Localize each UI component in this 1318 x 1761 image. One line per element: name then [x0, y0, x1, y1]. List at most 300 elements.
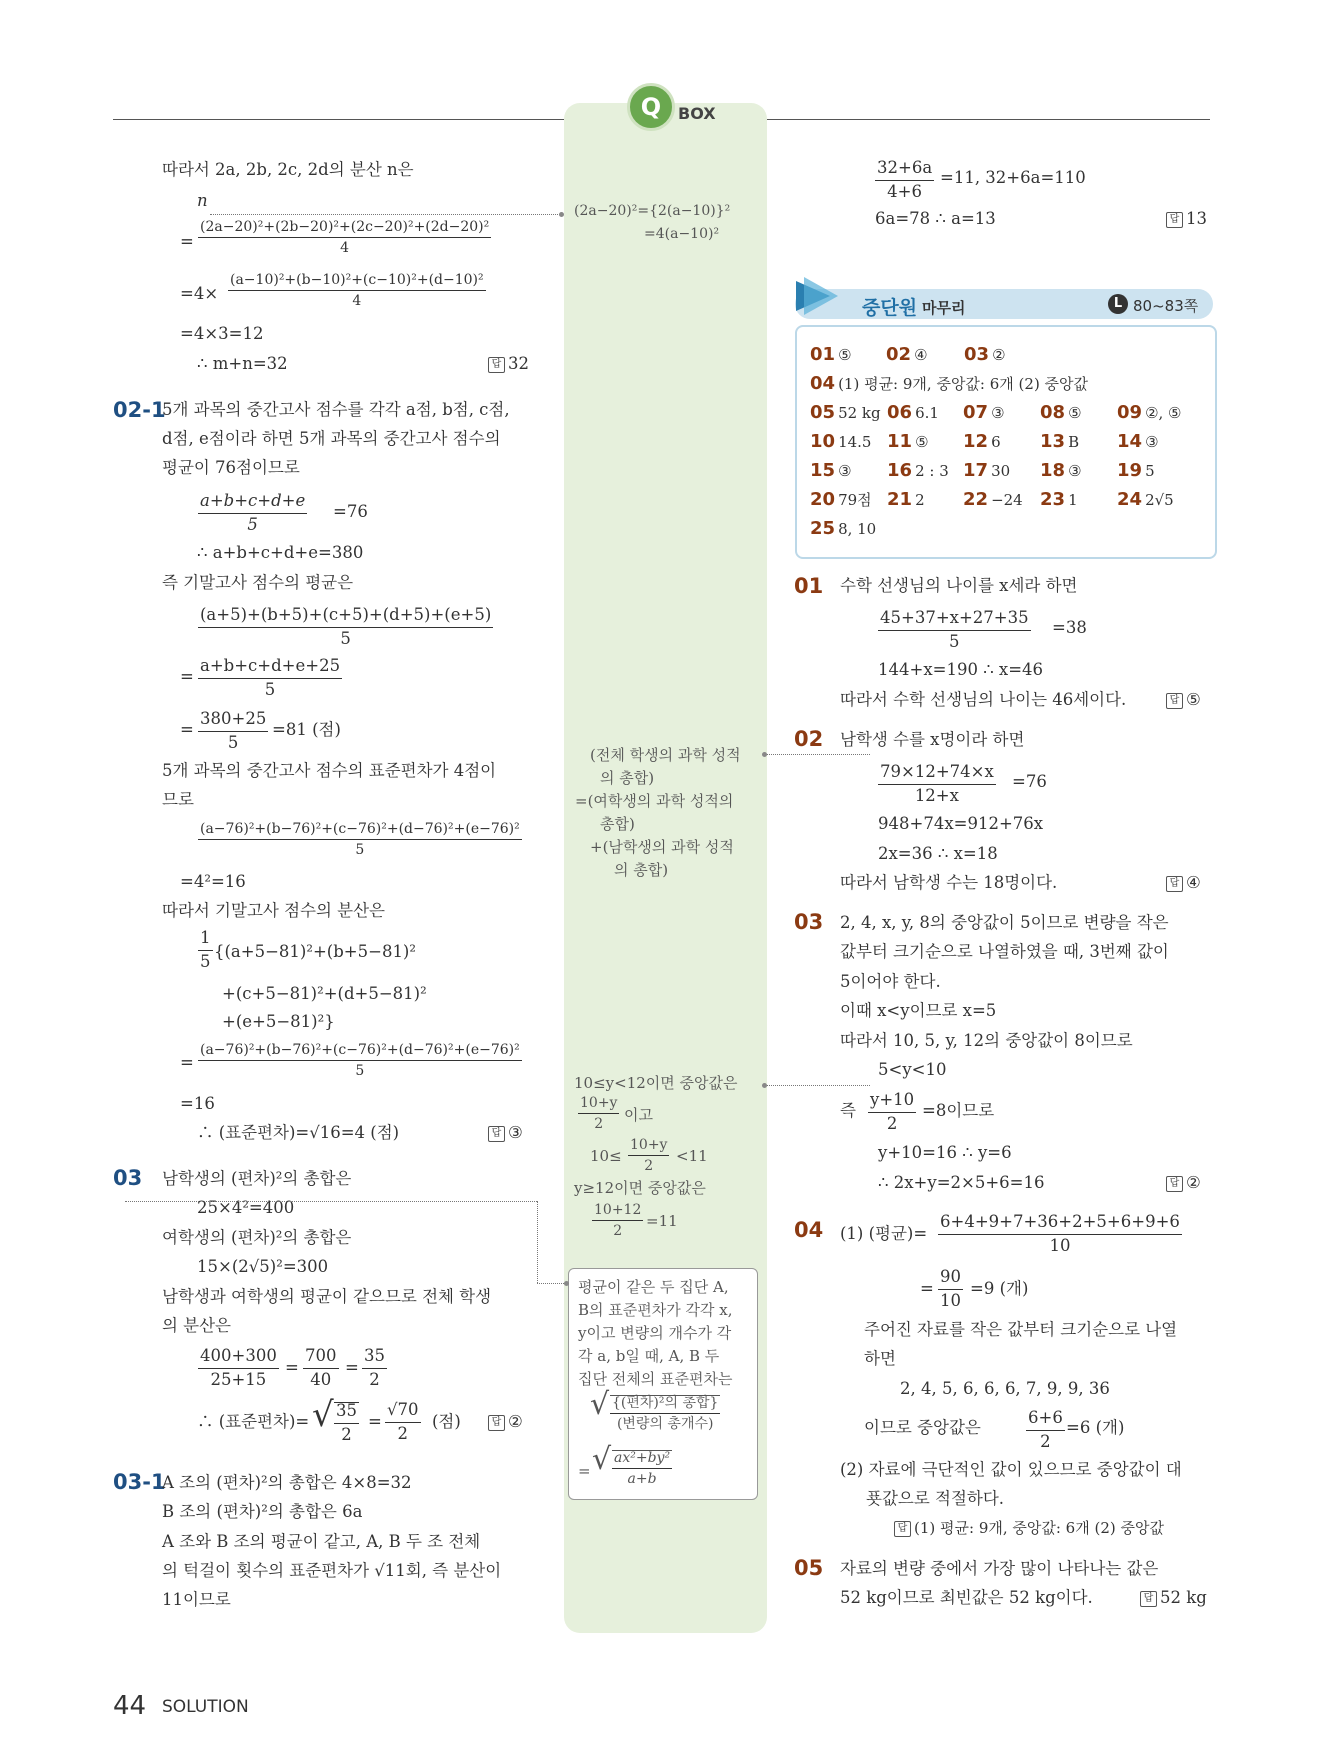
- fraction: [612, 1450, 672, 1486]
- text-line: 6a=78 ∴ a=13: [875, 209, 996, 228]
- note-line: =4(a−10)²: [644, 226, 720, 242]
- sqrt-symbol: √: [590, 1387, 610, 1422]
- text-line: ∴ a+b+c+d+e=380: [197, 543, 364, 562]
- answer-key-value: ③: [838, 462, 852, 480]
- answer-key-value: 2√5: [1145, 491, 1174, 509]
- answer-key-item: [963, 431, 1001, 452]
- page-number: 44: [113, 1691, 147, 1721]
- answer-key-value: ③: [1068, 462, 1082, 480]
- text-line: 남학생의 (편차)²의 총합은: [162, 1169, 352, 1188]
- problem-number: 05: [794, 1556, 824, 1580]
- fraction: [385, 1402, 421, 1442]
- denominator: 40: [310, 1369, 332, 1389]
- text-line: =76: [333, 502, 368, 521]
- denominator: 5: [200, 951, 211, 971]
- text-line: 11이므로: [162, 1590, 231, 1609]
- denominator: 4: [340, 240, 350, 256]
- text-line: =4×3=12: [180, 324, 264, 343]
- text-line: 따라서 기말고사 점수의 분산은: [162, 901, 385, 920]
- section-subtitle: 마무리: [922, 299, 966, 317]
- q-box-label: BOX: [678, 104, 716, 123]
- denominator: 5: [355, 1063, 365, 1079]
- fraction: [228, 273, 486, 308]
- answer-key-item: [810, 489, 872, 510]
- note-line: (2a−20)²={2(a−10)}²: [574, 203, 731, 219]
- numerator: (a−76)²+(b−76)²+(c−76)²+(d−76)²+(e−76)²: [198, 822, 522, 840]
- numerator: 79×12+74×x: [878, 764, 996, 785]
- problem-number: 03-1: [113, 1470, 166, 1494]
- numerator: a+b+c+d+e: [198, 493, 307, 514]
- text-line: (1) (평균)=: [840, 1224, 928, 1243]
- text-line: 이므로 중앙값은: [864, 1418, 981, 1437]
- numerator: √70: [385, 1402, 421, 1423]
- answer-key-number: 06: [887, 402, 913, 423]
- fraction: [198, 658, 342, 698]
- answer-key-value: (1) 평균: 9개, 중앙값: 6개 (2) 중앙값: [838, 375, 1089, 393]
- answer-value: 32: [508, 354, 529, 373]
- note-line: (전체 학생의 과학 성적: [590, 746, 741, 764]
- answer-mark-icon: 답: [1166, 876, 1183, 892]
- numerator: 700: [303, 1348, 339, 1369]
- text-line: 144+x=190 ∴ x=46: [878, 660, 1044, 679]
- denominator: 4: [352, 293, 362, 309]
- numerator: (a−76)²+(b−76)²+(c−76)²+(d−76)²+(e−76)²: [198, 1043, 522, 1061]
- answer-key-number: 19: [1117, 460, 1143, 481]
- text-line: B 조의 (편차)²의 총합은 6a: [162, 1502, 363, 1521]
- answer-key-number: 17: [963, 460, 989, 481]
- denominator: 2: [369, 1369, 380, 1389]
- answer: [1166, 1175, 1201, 1192]
- problem-number: 03: [113, 1166, 143, 1190]
- text-line: 남학생과 여학생의 평균이 같으므로 전체 학생: [162, 1287, 492, 1306]
- answer-key-item: [810, 402, 881, 423]
- answer-key-number: 09: [1117, 402, 1143, 423]
- answer-key-item: [810, 344, 852, 365]
- text-line: 평균이 76점이므로: [162, 458, 300, 477]
- denominator: 12+x: [914, 785, 959, 805]
- text-line: 의 분산은: [162, 1316, 232, 1335]
- note-line: =: [578, 1462, 591, 1480]
- fraction: [198, 711, 268, 751]
- answer-key-item: [1117, 460, 1155, 481]
- answer-key-value: ③: [1145, 433, 1159, 451]
- answer-value: 13: [1186, 209, 1207, 228]
- fraction: [362, 1348, 387, 1388]
- answer-key-item: [1117, 489, 1174, 510]
- answer-key-number: 25: [810, 518, 836, 539]
- text-line: =8이므로: [922, 1101, 995, 1120]
- note-line: 이고: [624, 1106, 653, 1124]
- answer-key-value: B: [1068, 433, 1080, 451]
- denominator: 5: [949, 631, 960, 651]
- fraction: [1026, 1410, 1065, 1450]
- text-line: 따라서 수학 선생님의 나이는 46세이다.: [840, 690, 1127, 709]
- note-line: =(여학생의 과학 성적의: [575, 792, 734, 810]
- leader-dot: [564, 1281, 569, 1286]
- fraction: [578, 1096, 619, 1131]
- text-line: A 조와 B 조의 평균이 같고, A, B 두 조 전체: [162, 1532, 481, 1551]
- fraction: [878, 610, 1031, 650]
- text-line: 따라서 2a, 2b, 2c, 2d의 분산 n은: [162, 160, 414, 179]
- note-line: <11: [676, 1147, 708, 1165]
- text-line: y+10=16 ∴ y=6: [878, 1143, 1012, 1162]
- fraction: [868, 1092, 916, 1132]
- answer-key-item: [1117, 431, 1159, 452]
- answer-key-item: [1040, 402, 1082, 423]
- text-line: +(e+5−81)²}: [222, 1012, 335, 1031]
- answer-value: ②: [508, 1412, 523, 1431]
- numerator: (a−10)²+(b−10)²+(c−10)²+(d−10)²: [228, 273, 486, 291]
- answer: [894, 1521, 1164, 1537]
- text-line: =9 (개): [970, 1279, 1029, 1298]
- numerator: 10+y: [578, 1096, 619, 1114]
- note-line: 10≤y<12이면 중앙값은: [574, 1074, 738, 1092]
- note-line: +(남학생의 과학 성적: [590, 838, 734, 856]
- answer: [488, 1125, 523, 1142]
- answer-mark-icon: 답: [1140, 1591, 1157, 1607]
- text-line: =76: [1012, 772, 1047, 791]
- text-line: 여학생의 (편차)²의 총합은: [162, 1228, 352, 1247]
- fraction: [334, 1402, 359, 1443]
- answer-mark-icon: 답: [1166, 1176, 1183, 1192]
- answer-key-value: ②, ⑤: [1145, 404, 1182, 422]
- answer-key-value: 5: [1145, 462, 1155, 480]
- answer-key-value: 8, 10: [838, 520, 877, 538]
- problem-number: 04: [794, 1218, 824, 1242]
- answer-key-value: −24: [991, 491, 1023, 509]
- answer-key-number: 15: [810, 460, 836, 481]
- answer-value: ②: [1186, 1173, 1201, 1192]
- denominator: 2: [594, 1116, 604, 1132]
- answer-key-number: 14: [1117, 431, 1143, 452]
- equals-sign: =: [368, 1412, 382, 1431]
- leader-dot: [762, 752, 767, 757]
- answer-value: ③: [508, 1123, 523, 1142]
- fraction: [938, 1214, 1182, 1254]
- text-line: +(c+5−81)²+(d+5−81)²: [222, 984, 427, 1003]
- leader-line: [765, 754, 870, 755]
- fraction: [198, 220, 491, 255]
- fraction: [592, 1203, 643, 1238]
- answer-key-value: 30: [991, 462, 1011, 480]
- text-line: d점, e점이라 하면 5개 과목의 중간고사 점수의: [162, 429, 501, 448]
- equals-sign: =: [180, 667, 194, 686]
- answer: [1166, 211, 1207, 228]
- denominator: 5: [264, 679, 276, 699]
- answer-key-item: [1040, 431, 1079, 452]
- text-line: 하면: [864, 1349, 896, 1368]
- equals-sign: =: [345, 1358, 359, 1377]
- text-line: 이때 x<y이므로 x=5: [840, 1001, 997, 1020]
- answer-key-value: ⑤: [1068, 404, 1082, 422]
- answer-key-number: 20: [810, 489, 836, 510]
- fraction: [628, 1138, 669, 1173]
- equals-sign: =: [180, 1053, 194, 1072]
- numerator: 6+6: [1026, 1410, 1065, 1431]
- answer-key-number: 11: [887, 431, 913, 452]
- denominator: a+b: [627, 1471, 657, 1487]
- answer-key-item: [810, 431, 871, 452]
- answer-key-number: 13: [1040, 431, 1066, 452]
- answer-value: 52 kg: [1160, 1588, 1207, 1607]
- text-line: 15×(2√5)²=300: [197, 1257, 329, 1276]
- numerator: a+b+c+d+e+25: [198, 658, 342, 679]
- numerator: (2a−20)²+(2b−20)²+(2c−20)²+(2d−20)²: [198, 220, 491, 238]
- answer: [488, 1414, 523, 1431]
- denominator: 2: [886, 1113, 898, 1133]
- text-line: =81 (점): [272, 720, 341, 739]
- answer-mark-icon: 답: [488, 357, 505, 373]
- denominator: 4+6: [887, 181, 922, 201]
- answer-key-item: [964, 344, 1006, 365]
- footer-label: SOLUTION: [162, 1697, 249, 1717]
- answer-mark-icon: 답: [488, 1415, 505, 1431]
- text-line: (2) 자료에 극단적인 값이 있으므로 중앙값이 대: [840, 1460, 1182, 1479]
- problem-number: 03: [794, 910, 824, 934]
- denominator: 5: [355, 842, 365, 858]
- text-line: 2, 4, x, y, 8의 중앙값이 5이므로 변량을 작은: [840, 913, 1169, 932]
- leader-line: [125, 1201, 537, 1202]
- section-title: 중단원: [862, 297, 918, 319]
- text-line: 25×4²=400: [197, 1198, 295, 1217]
- answer-key-number: 01: [810, 344, 836, 365]
- answer-key-value: 79점: [838, 491, 872, 509]
- text-line: (점): [432, 1412, 461, 1431]
- answer-key-number: 02: [886, 344, 912, 365]
- text-line: 주어진 자료를 작은 값부터 크기순으로 나열: [864, 1320, 1178, 1339]
- answer-key-value: 1: [1068, 491, 1078, 509]
- numerator: ax²+by²: [612, 1451, 672, 1469]
- answer-key-item: [1117, 402, 1182, 423]
- answer-key-item: [887, 489, 925, 510]
- answer-key-number: 07: [963, 402, 989, 423]
- text-line: 즉: [840, 1101, 856, 1120]
- fraction: [610, 1395, 720, 1431]
- answer-key-item: [887, 460, 949, 481]
- text-line: A 조의 (편차)²의 총합은 4×8=32: [162, 1473, 412, 1492]
- answer: [1140, 1590, 1207, 1607]
- note-line: 평균이 같은 두 집단 A,: [578, 1278, 729, 1296]
- answer-key-value: 14.5: [838, 433, 872, 451]
- problem-number: 02-1: [113, 398, 166, 422]
- text-line: 따라서 남학생 수는 18명이다.: [840, 873, 1058, 892]
- answer: [488, 356, 529, 373]
- answer-key-item: [1040, 489, 1078, 510]
- note-line: 총합): [600, 815, 635, 833]
- numerator: {(편차)²의 총합}: [610, 1396, 720, 1414]
- denominator: 5: [247, 514, 258, 534]
- note-line: =11: [646, 1212, 678, 1230]
- fraction: [303, 1348, 339, 1388]
- answer-key-number: 08: [1040, 402, 1066, 423]
- answer-key-item: [887, 431, 929, 452]
- answer-key-item: [886, 344, 928, 365]
- answer-key-item: [810, 373, 1088, 394]
- text-line: {(a+5−81)²+(b+5−81)²: [214, 942, 416, 961]
- text-line: 52 kg이므로 최빈값은 52 kg이다.: [840, 1588, 1093, 1607]
- answer-key-value: ②: [992, 346, 1006, 364]
- leader-dot: [762, 1083, 767, 1088]
- sqrt-symbol: √: [592, 1442, 612, 1477]
- denominator: 2: [644, 1158, 654, 1174]
- text-line: =38: [1052, 618, 1087, 637]
- answer-key-number: 12: [963, 431, 989, 452]
- text-line: 값부터 크기순으로 나열하였을 때, 3번째 값이: [840, 942, 1169, 961]
- numerator: 45+37+x+27+35: [878, 610, 1031, 631]
- leader-line: [210, 214, 562, 215]
- text-line: =11, 32+6a=110: [940, 168, 1086, 187]
- text-line: 948+74x=912+76x: [878, 814, 1044, 833]
- fraction: [198, 822, 522, 857]
- equals-sign: =: [180, 720, 194, 739]
- text-line: =6 (개): [1066, 1418, 1125, 1437]
- text-line: 므로: [162, 790, 194, 809]
- text-line: =4×: [180, 284, 219, 303]
- answer: [1166, 875, 1201, 892]
- answer-key-number: 18: [1040, 460, 1066, 481]
- text-line: 의 턱걸이 횟수의 표준편차가 √11회, 즉 분산이: [162, 1561, 502, 1580]
- denominator: 5: [227, 732, 239, 752]
- note-line: B의 표준편차가 각각 x,: [578, 1301, 733, 1319]
- numerator: 35: [362, 1348, 387, 1369]
- fraction: [198, 1043, 522, 1078]
- q-box-icon: Q: [627, 83, 675, 131]
- answer-value: (1) 평균: 9개, 중앙값: 6개 (2) 중앙값: [914, 1519, 1164, 1537]
- numerator: 10+y: [628, 1138, 669, 1156]
- answer: [1166, 692, 1201, 709]
- problem-number: 01: [794, 574, 824, 598]
- numerator: y+10: [868, 1092, 916, 1113]
- answer-key-number: 16: [887, 460, 913, 481]
- numerator: 32+6a: [875, 160, 934, 181]
- text-line: n: [197, 191, 208, 210]
- answer-key-number: 22: [963, 489, 989, 510]
- answer-mark-icon: 답: [894, 1521, 911, 1537]
- numerator: 380+25: [198, 711, 268, 732]
- text-line: ∴ (표준편차)=√16=4 (점): [197, 1123, 400, 1142]
- text-line: 남학생 수를 x명이라 하면: [840, 730, 1025, 749]
- text-line: 5<y<10: [878, 1060, 947, 1079]
- answer-key-number: 03: [964, 344, 990, 365]
- numerator: (a+5)+(b+5)+(c+5)+(d+5)+(e+5): [198, 607, 493, 628]
- section-pages: 80~83쪽: [1133, 297, 1199, 315]
- answer-value: ⑤: [1186, 690, 1201, 709]
- denominator: 2: [1040, 1431, 1051, 1451]
- answer-key-item: [1040, 460, 1082, 481]
- answer-mark-icon: 답: [488, 1126, 505, 1142]
- fraction: [198, 1348, 279, 1388]
- denominator: (변량의 총개수): [616, 1416, 714, 1432]
- answer-value: ④: [1186, 873, 1201, 892]
- fraction: [878, 764, 996, 804]
- text-line: 따라서 10, 5, y, 12의 중앙값이 8이므로: [840, 1031, 1133, 1050]
- section-header-icon: [796, 277, 838, 315]
- leader-line: [765, 1085, 870, 1086]
- text-line: ∴ 2x+y=2×5+6=16: [878, 1173, 1045, 1192]
- numerator: 35: [334, 1403, 359, 1424]
- denominator: 5: [340, 628, 351, 648]
- answer-key-item: [963, 460, 1010, 481]
- note-line: 각 a, b일 때, A, B 두: [578, 1347, 720, 1365]
- sqrt-symbol: √: [312, 1395, 334, 1435]
- numerator: 90: [938, 1269, 963, 1290]
- note-line: 집단 전체의 표준편차는: [578, 1370, 733, 1388]
- fraction: [875, 160, 934, 200]
- denominator: 10: [940, 1290, 961, 1310]
- denominator: 2: [613, 1223, 623, 1239]
- note-line: 10≤: [590, 1147, 622, 1165]
- numerator: 400+300: [198, 1348, 279, 1369]
- problem-number: 02: [794, 727, 824, 751]
- lesson-icon: L: [1108, 294, 1128, 314]
- text-line: 수학 선생님의 나이를 x세라 하면: [840, 576, 1078, 595]
- answer-key-value: 6: [991, 433, 1001, 451]
- denominator: 25+15: [210, 1369, 267, 1389]
- equals-sign: =: [285, 1358, 299, 1377]
- denominator: 2: [341, 1424, 352, 1444]
- denominator: 2: [397, 1423, 408, 1443]
- fraction: [938, 1269, 963, 1309]
- equals-sign: =: [180, 232, 194, 251]
- note-line: y이고 변량의 개수가 각: [578, 1324, 732, 1342]
- answer-key-number: 23: [1040, 489, 1066, 510]
- answer-key-item: [963, 489, 1023, 510]
- text-line: 2, 4, 5, 6, 6, 6, 7, 9, 9, 36: [900, 1379, 1110, 1398]
- answer-key-value: 6.1: [915, 404, 939, 422]
- answer-key-value: ⑤: [838, 346, 852, 364]
- text-line: =4²=16: [180, 872, 246, 891]
- answer-mark-icon: 답: [1166, 212, 1183, 228]
- answer-key-value: 2: [915, 491, 925, 509]
- numerator: 1: [198, 930, 213, 951]
- text-line: 푯값으로 적절하다.: [866, 1489, 1005, 1508]
- text-line: 자료의 변량 중에서 가장 많이 나타나는 값은: [840, 1559, 1159, 1578]
- leader-line: [537, 1201, 538, 1283]
- answer-key-item: [963, 402, 1005, 423]
- text-line: 2x=36 ∴ x=18: [878, 844, 998, 863]
- answer-key-item: [810, 518, 876, 539]
- fraction: [198, 493, 307, 533]
- answer-key-value: 52 kg: [838, 404, 881, 422]
- answer-key-value: ⑤: [915, 433, 929, 451]
- text-line: ∴ (표준편차)=: [197, 1412, 310, 1431]
- text-line: 5개 과목의 중간고사 점수의 표준편차가 4점이: [162, 761, 497, 780]
- answer-key-number: 05: [810, 402, 836, 423]
- note-line: 의 총합): [600, 769, 655, 787]
- text-line: 5이어야 한다.: [840, 972, 941, 991]
- answer-key-value: 2 : 3: [915, 462, 949, 480]
- note-line: y≥12이면 중앙값은: [574, 1179, 706, 1197]
- answer-key-item: [810, 460, 852, 481]
- note-line: 의 총합): [614, 861, 669, 879]
- text-line: =16: [180, 1094, 215, 1113]
- answer-key-number: 24: [1117, 489, 1143, 510]
- fraction: [198, 607, 493, 647]
- text-line: ∴ m+n=32: [197, 354, 288, 373]
- text-line: =: [920, 1279, 934, 1298]
- answer-key-number: 21: [887, 489, 913, 510]
- leader-dot: [559, 212, 564, 217]
- fraction: [198, 930, 213, 970]
- denominator: 10: [1049, 1235, 1071, 1255]
- answer-key-number: 04: [810, 373, 836, 394]
- answer-key-value: ④: [914, 346, 928, 364]
- answer-key-item: [887, 402, 939, 423]
- answer-key-value: ③: [991, 404, 1005, 422]
- answer-mark-icon: 답: [1166, 693, 1183, 709]
- numerator: 10+12: [592, 1203, 643, 1221]
- numerator: 6+4+9+7+36+2+5+6+9+6: [938, 1214, 1182, 1235]
